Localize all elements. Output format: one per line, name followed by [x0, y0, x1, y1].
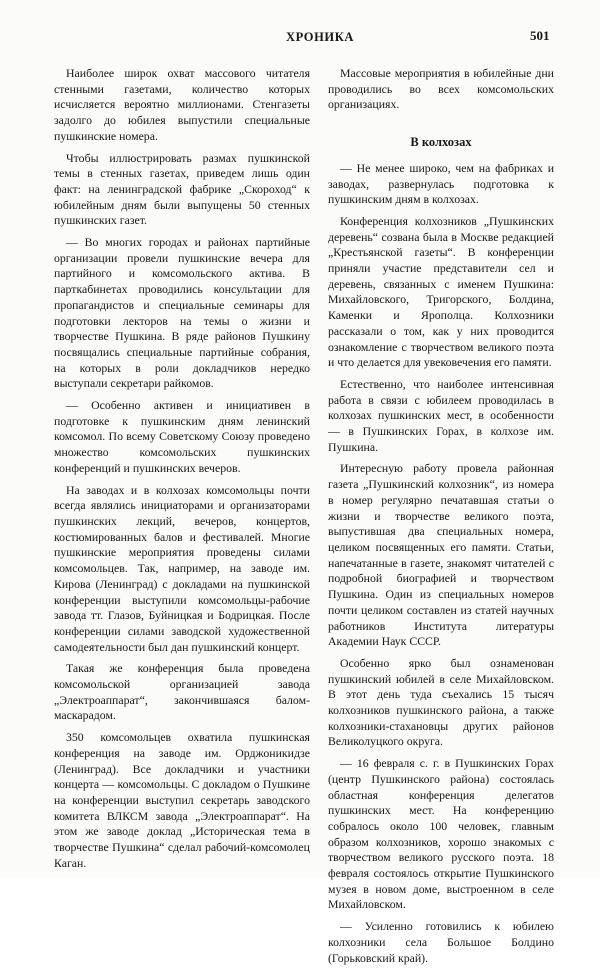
section-title: ХРОНИКА — [286, 30, 355, 44]
paragraph: Такая же конференция была проведена комсомольской организацией завода „Электроаппарат“, закончившаяся балом-маскарадом. — [54, 661, 310, 723]
right-column — [328, 66, 554, 972]
page-number: 501 — [530, 28, 550, 43]
paragraph: Чтобы иллюстрировать размах пушкинской темы в стенных газетах, приведем лишь один факт: на ленинградской фабрике „Скороход“ к юбилейным дням были выпущены 50 стенных пушкинских газет. — [54, 150, 310, 228]
paragraph: — Особенно активен и инициативен в подготовке к пушкинским дням ленинский комсомол. По всему Советскому Союзу проведено множество комсомольских пушкинских конференций и пушкинских вечеров. — [54, 398, 310, 477]
left-column — [54, 66, 310, 877]
paragraph: — 16 февраля с. г. в Пушкинских Горах (центр Пушкинского района) состоялась областная конференция делегатов пушкинских мест. На конференцию собралось около 100 человек, главным образом колхозников, хорошо знакомых с творчеством великого русского поэта. 18 февраля состоялось открытие Пушкинского музея в новом доме, выстроенном в селе Михайловском. — [328, 756, 554, 913]
running-header — [0, 30, 600, 50]
paragraph: 350 комсомольцев охватила пушкинская конференция на заводе им. Орджоникидзе (Ленинград). Все докладчики и участники концерта — комсомольцы. С докладом о Пушкине на конференции выступил секретарь заводского комитета ВЛКСМ завода „Электроаппарат“. На этом же заводе доклад „Историческая тема в творчестве Пушкина“ сделал рабочий-комсомолец Каган. — [54, 730, 310, 870]
paragraph: Конференция колхозников „Пушкинских деревень“ созвана была в Москве редакцией „Крестьянской газеты“. В конференции приняли участие представители сел и деревень, связанных с именем Пушкина: Михайловского, Тригорского, Болдина, Каменки и Ярополца. Колхозники рассказали о том, как у них проводится ознакомление с творчеством великого поэта и что делается для увековечения его памяти. — [328, 213, 554, 370]
paragraph: Массовые мероприятия в юбилейные дни проводились во всех комсомольских организациях. — [328, 66, 554, 112]
paragraph: Особенно ярко был ознаменован пушкинский юбилей в селе Михайловском. В этот день туда съехались 15 тысяч колхозников пушкинского района, а также колхозники-стахановцы других районов Великолуцкого округа. — [328, 655, 554, 749]
paragraph: — Усиленно готовились к юбилею колхозники села Большое Болдино (Горьковский край). — [328, 919, 554, 966]
paragraph: Наиболее широк охват массового читателя стенными газетами, количество которых исчисляется вероятно миллионами. Стенгазеты задолго до юбилея выпустили специальные пушкинские номера. — [54, 66, 310, 143]
paragraph: — Во многих городах и районах партийные организации провели пушкинские вечера для партийного и комсомольского актива. В парткабинетах проводились консультации для пропагандистов и специальные семинары для подготовки лекторов на темы о жизни и творчестве Пушкина. В ряде районов Пушкину посвящались специальные партийные собрания, на которых в роли докладчиков нередко выступали секретари райкомов. — [54, 235, 310, 392]
paragraph: На заводах и в колхозах комсомольцы почти всегда являлись инициаторами и организаторами пушкинских лекций, вечеров, концертов, костюмированных балов и фестивалей. Многие пушкинские мероприятия проведены силами комсомольцев. Так, например, на заводе им. Кирова (Ленинград) с докладами на пушкинской конференции выступили комсомольцы-рабочие завода тт. Глазов, Буйницкая и Бодрицкая. После конференции силами заводской художественной самодеятельности был дан пушкинский концерт. — [54, 482, 310, 654]
paragraph: Естественно, что наиболее интенсивная работа в связи с юбилеем проводилась в колхозах пушкинских мест, в особенности — в Пушкинских Горах, в колхозе им. Пушкина. — [328, 376, 554, 454]
section-heading: В колхозах — [410, 135, 472, 150]
paragraph: Интересную работу провела районная газета „Пушкинский колхозник“, из номера в номер регулярно печатавшая статьи о жизни и творчестве великого поэта, выпустившая два специальных номера, целиком посвященных его памяти. Статьи, напечатанные в газете, знакомят читателей с подробной биографией и творчеством Пушкина. Один из специальных номеров почти целиком составлен из статей научных работников Института литературы Академии Наук СССР. — [328, 461, 554, 649]
paragraph: — Не менее широко, чем на фабриках и заводах, развернулась подготовка к пушкинским дням в колхозах. — [328, 161, 554, 208]
